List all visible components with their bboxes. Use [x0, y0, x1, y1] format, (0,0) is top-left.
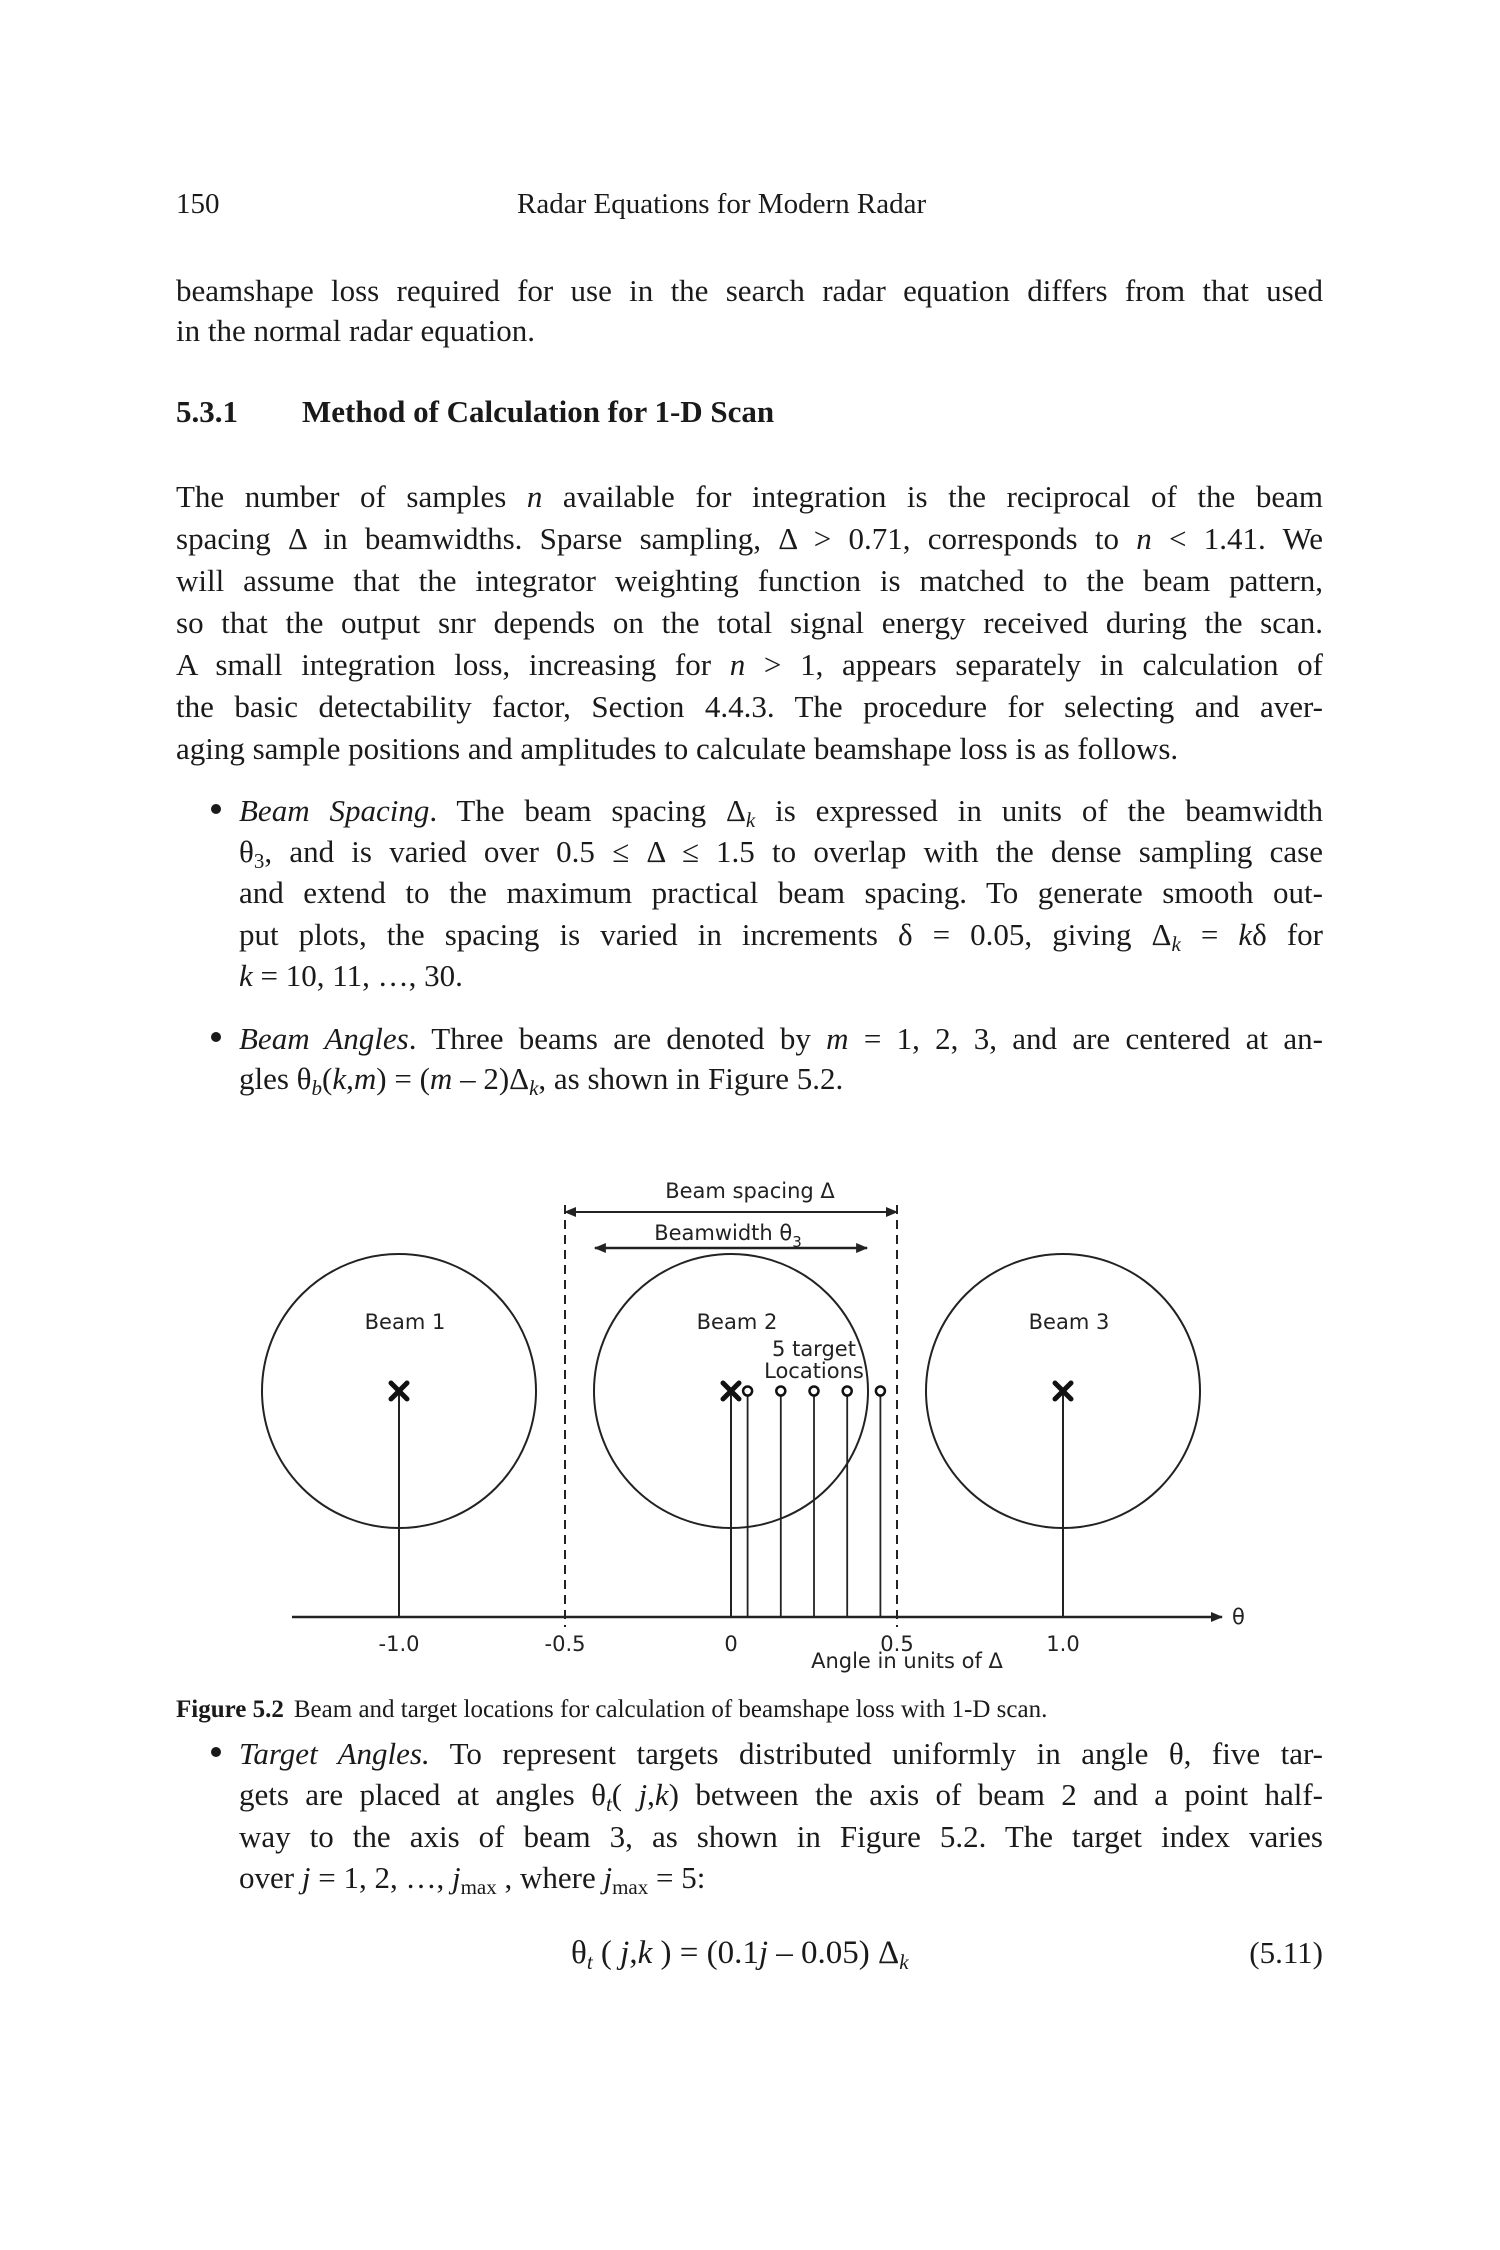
intro-line: in the normal radar equation.: [176, 313, 535, 348]
bullet-line: gets are placed at angles $\theta_t$( j,k) between the axis of beam 2 and a point half-: [239, 1777, 1323, 1816]
equation-number: (5.11): [1249, 1935, 1323, 1970]
target-marker-5: [876, 1387, 885, 1396]
bullet-line: k = 10, 11, …, 30.: [239, 958, 463, 993]
bullet-line: Beam Spacing. The beam spacing $\Delta_k$ is expressed in units of the beamwidth: [239, 793, 1324, 832]
axis-tick-label: 0: [724, 1632, 738, 1656]
bullet-line: gles $\theta_b(k,m) = (m - 2)\Delta_k$, as shown in Figure 5.2.: [239, 1061, 844, 1100]
beam-label-3: Beam 3: [1028, 1310, 1110, 1334]
beam-spacing-label: Beam spacing Δ: [665, 1179, 835, 1203]
paragraph-line: spacing Δ in beamwidths. Sparse sampling, Δ > 0.71, corresponds to n < 1.41. We: [176, 521, 1324, 556]
beam-label-2: Beam 2: [696, 1310, 778, 1334]
bullet-line: Target Angles. To represent targets distributed uniformly in angle θ, five tar-: [239, 1736, 1323, 1771]
axis-tick-label: -1.0: [378, 1632, 420, 1656]
bullet-line: $\theta_3$, and is varied over 0.5 ≤ Δ ≤ 1.5 to overlap with the dense sampling case: [239, 834, 1323, 873]
axis-tick-label: 0.5: [880, 1632, 914, 1656]
figure-caption: [176, 1694, 1047, 1726]
targets-label-line2: Locations: [764, 1359, 864, 1383]
target-marker-4: [843, 1387, 852, 1396]
page-number: 150: [176, 188, 220, 220]
beamwidth-label: Beamwidth $\theta_3$: [654, 1221, 802, 1251]
target-marker-2: [776, 1387, 785, 1396]
bullet-line: over j = 1, 2, …, $j_{max}$ , where $j_{max} = 5$:: [239, 1860, 706, 1899]
target-marker-3: [810, 1387, 819, 1396]
bullet-icon: [207, 1747, 223, 1763]
axis-tick-label: 1.0: [1046, 1632, 1080, 1656]
targets-label-line1: 5 target: [772, 1337, 856, 1361]
paragraph-line: A small integration loss, increasing for n > 1, appears separately in calculation of: [176, 647, 1323, 682]
intro-line: beamshape loss required for use in the search radar equation differs from that used: [176, 273, 1323, 308]
bullet-line: and extend to the maximum practical beam spacing. To generate smooth out-: [239, 875, 1323, 910]
paragraph-line: The number of samples n available for integration is the reciprocal of the beam: [176, 479, 1323, 514]
axis-tick-label: -0.5: [544, 1632, 586, 1656]
axis-symbol: θ: [1232, 1605, 1245, 1629]
section-number: 5.3.1: [176, 394, 238, 429]
paragraph-line: aging sample positions and amplitudes to calculate beamshape loss is as follows.: [176, 731, 1179, 766]
figure-caption-text: Beam and target locations for calculation of beamshape loss with 1-D scan.: [293, 1696, 1048, 1723]
beam-label-1: Beam 1: [364, 1310, 446, 1334]
bullet-line: Beam Angles. Three beams are denoted by m = 1, 2, 3, and are centered at an-: [239, 1021, 1323, 1056]
section-title: Method of Calculation for 1-D Scan: [302, 394, 775, 429]
figure-label: Figure 5.2: [176, 1696, 284, 1723]
paragraph-line: will assume that the integrator weighting function is matched to the beam pattern,: [176, 563, 1323, 598]
equation-5-11: $\theta_t$ ( j,k ) = (0.1j – 0.05) $\Delta_k$: [571, 1935, 909, 1974]
paragraph-line: so that the output snr depends on the total signal energy received during the scan.: [176, 605, 1323, 640]
paragraph-line: the basic detectability factor, Section 4.4.3. The procedure for selecting and aver-: [176, 689, 1323, 724]
bullet-line: put plots, the spacing is varied in increments δ = 0.05, giving $\Delta_k = k\delta$ for: [239, 917, 1323, 956]
bullet-line: way to the axis of beam 3, as shown in Figure 5.2. The target index varies: [239, 1819, 1323, 1854]
target-marker-1: [743, 1387, 752, 1396]
axis-title: Angle in units of Δ: [811, 1649, 1003, 1673]
running-title: Radar Equations for Modern Radar: [517, 188, 927, 220]
